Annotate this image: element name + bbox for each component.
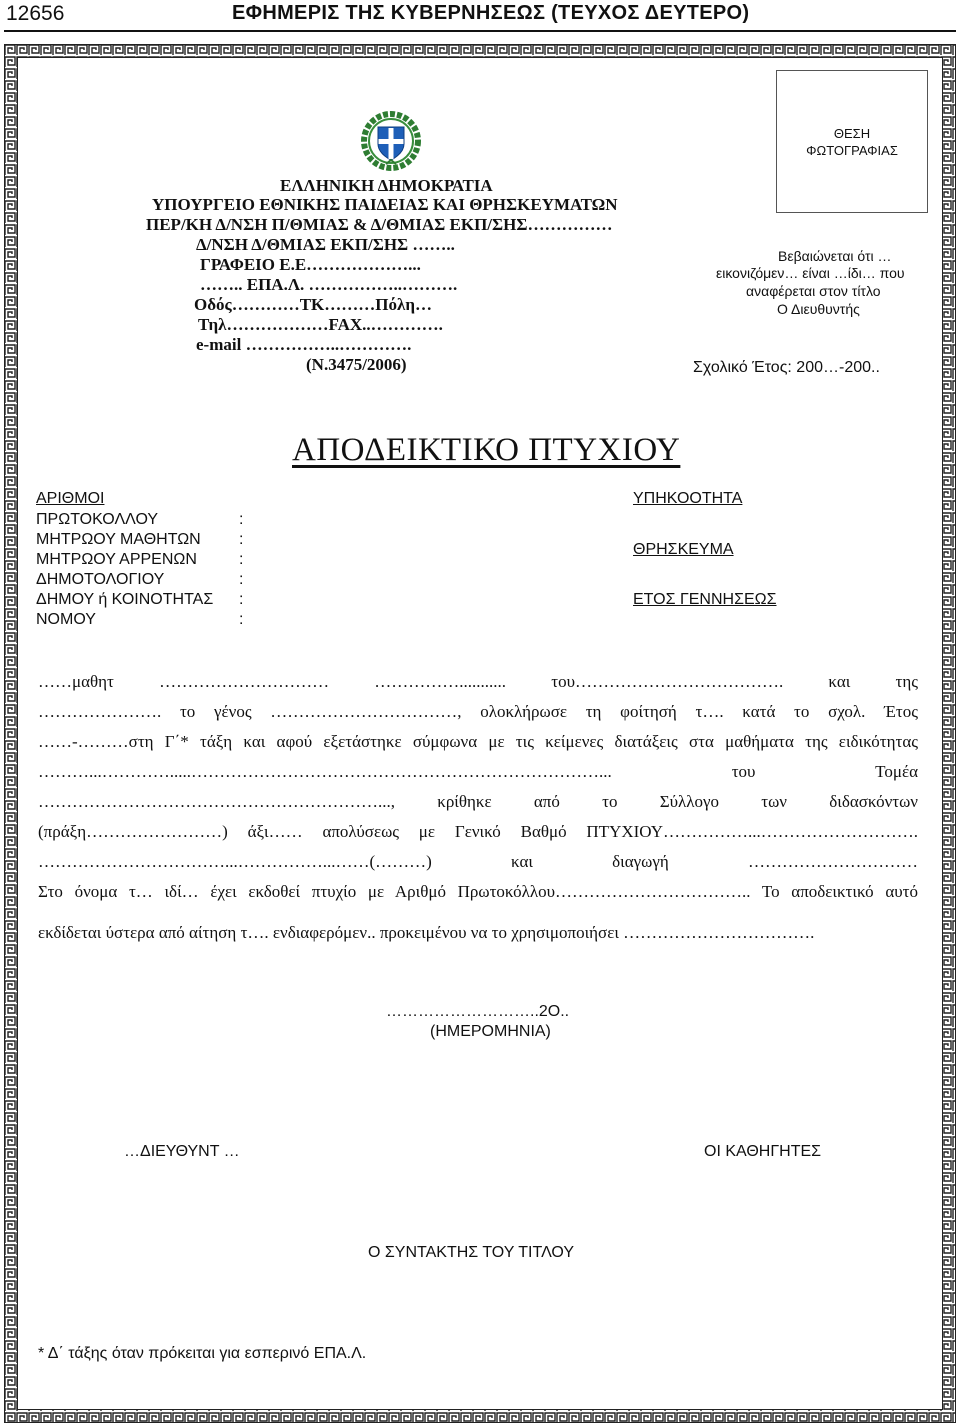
number-field-separator: : (239, 611, 244, 628)
number-field-separator: : (239, 591, 244, 608)
date-value: ………………………..2Ο.. (386, 1003, 570, 1020)
director-signature: …ΔΙΕΥΘΥΝΤ … (124, 1143, 240, 1160)
body-text-line: ……μαθητ ………………………… ……………........... του………………………………. και της (38, 672, 918, 691)
certification-line: αναφέρεται στον τίτλο (746, 283, 881, 299)
number-field-separator: : (239, 531, 244, 548)
citizenship-field: ΥΠΗΚΟΟΤΗΤΑ (633, 490, 743, 507)
body-text-line: (πράξη……………………) άξι…… απολύσεως με Γενικό Βαθμό ΠΤΥΧΙΟΥ……………...………………………. (38, 822, 918, 841)
authority-line: Οδός…………ΤΚ………Πόλη… (194, 295, 433, 314)
certification-line: Ο Διευθυντής (777, 301, 860, 317)
authority-line: …….. ΕΠΑ.Λ. ……………..………. (200, 275, 458, 294)
school-year: Σχολικό Έτος: 200…-200.. (693, 359, 880, 376)
number-field-separator: : (239, 511, 244, 528)
number-field-separator: : (239, 551, 244, 568)
photo-label: ΘΕΣΗ ΦΩΤΟΓΡΑΦΙΑΣ (806, 126, 898, 158)
authority-line: ΕΛΛΗΝΙΚΗ ΔΗΜΟΚΡΑΤΙΑ (280, 176, 493, 195)
body-text-line: ……………………………………………………..., κρίθηκε από το Σύλλογο των διδασκόντων (38, 792, 918, 811)
number-field-label: ΔΗΜΟΤΟΛΟΓΙΟΥ (36, 571, 165, 588)
number-field-label: ΜΗΤΡΩΟΥ ΜΑΘΗΤΩΝ (36, 531, 201, 548)
number-field-separator: : (239, 571, 244, 588)
date-label: (ΗΜΕΡΟΜΗΝΙΑ) (430, 1023, 551, 1040)
authority-line: Τηλ………………FAX..…………. (198, 315, 443, 334)
page-header (0, 0, 960, 34)
certification-line: εικονιζόμεν… είναι …ίδι… που (716, 265, 905, 281)
journal-title: ΕΦΗΜΕΡΙΣ ΤΗΣ ΚΥΒΕΡΝΗΣΕΩΣ (ΤΕΥΧΟΣ ΔΕΥΤΕΡΟ) (232, 2, 750, 24)
religion-field: ΘΡΗΣΚΕΥΜΑ (633, 541, 734, 558)
authority-line: (Ν.3475/2006) (306, 355, 407, 374)
authority-line: Δ/ΝΣΗ Δ/ΘΜΙΑΣ ΕΚΠ/ΣΗΣ …….. (196, 235, 455, 254)
footnote: * Δ΄ τάξης όταν πρόκειται για εσπερινό ΕΠΑ.Λ. (38, 1345, 367, 1362)
birth-year-field: ΕΤΟΣ ΓΕΝΝΗΣΕΩΣ (633, 591, 777, 608)
teachers-signature: ΟΙ ΚΑΘΗΓΗΤΕΣ (704, 1143, 822, 1160)
body-text-line: …………………. το γένος ……………………………, ολοκλήρωσε τη φοίτησή τ…. κατά το σχολ. Έτος (38, 702, 918, 721)
body-text-line: Στο όνομα τ… ιδί… έχει εκδοθεί πτυχίο με Αριθμό Πρωτοκόλλου…………………………….. Το αποδεικτικό αυτό (38, 882, 918, 901)
number-field-label: ΜΗΤΡΩΟΥ ΑΡΡΕΝΩΝ (36, 551, 197, 568)
body-text-line: ……-………στη Γ΄* τάξη και αφού εξετάστηκε σύμφωνα με τις κείμενες διατάξεις στα μαθήματα της ειδικότητας (38, 732, 918, 751)
compiler-signature: Ο ΣΥΝΤΑΚΤΗΣ ΤΟΥ ΤΙΤΛΟΥ (368, 1244, 575, 1261)
number-field-label: ΠΡΩΤΟΚΟΛΛΟΥ (36, 511, 159, 528)
authority-line: ΠΕΡ/ΚΗ Δ/ΝΣΗ Π/ΘΜΙΑΣ & Δ/ΘΜΙΑΣ ΕΚΠ/ΣΗΣ…………… (146, 215, 613, 234)
authority-line: e-mail ……………..…………. (196, 335, 412, 354)
greek-state-emblem-icon (360, 110, 422, 172)
number-field-label: ΔΗΜΟΥ ή ΚΟΙΝΟΤΗΤΑΣ (36, 591, 214, 608)
authority-line: ΥΠΟΥΡΓΕΙΟ ΕΘΝΙΚΗΣ ΠΑΙΔΕΙΑΣ ΚΑΙ ΘΡΗΣΚΕΥΜΑΤΩΝ (152, 195, 618, 214)
certification-line: Βεβαιώνεται ότι … (778, 248, 892, 264)
body-text-line: ……………………………...……………...……(………) και διαγωγή ………………………… (38, 852, 918, 871)
number-field-label: ΝΟΜΟΥ (36, 611, 96, 628)
body-text-line: ………...………….....………………………………………………………………... του Τομέα (38, 762, 918, 781)
page-number: 12656 (6, 2, 65, 25)
body-text-line: εκδίδεται ύστερα από αίτηση τ…. ενδιαφερόμεν.. προκειμένου να το χρησιμοποιήσει ……………………………. (38, 923, 815, 942)
header-rule (4, 30, 956, 32)
authority-line: ΓΡΑΦΕΙΟ Ε.Ε………………... (200, 255, 421, 274)
numbers-heading: ΑΡΙΘΜΟΙ (36, 490, 105, 507)
photo-placeholder (776, 70, 928, 213)
document-title: ΑΠΟΔΕΙΚΤΙΚΟ ΠΤΥΧΙΟΥ (292, 432, 681, 468)
